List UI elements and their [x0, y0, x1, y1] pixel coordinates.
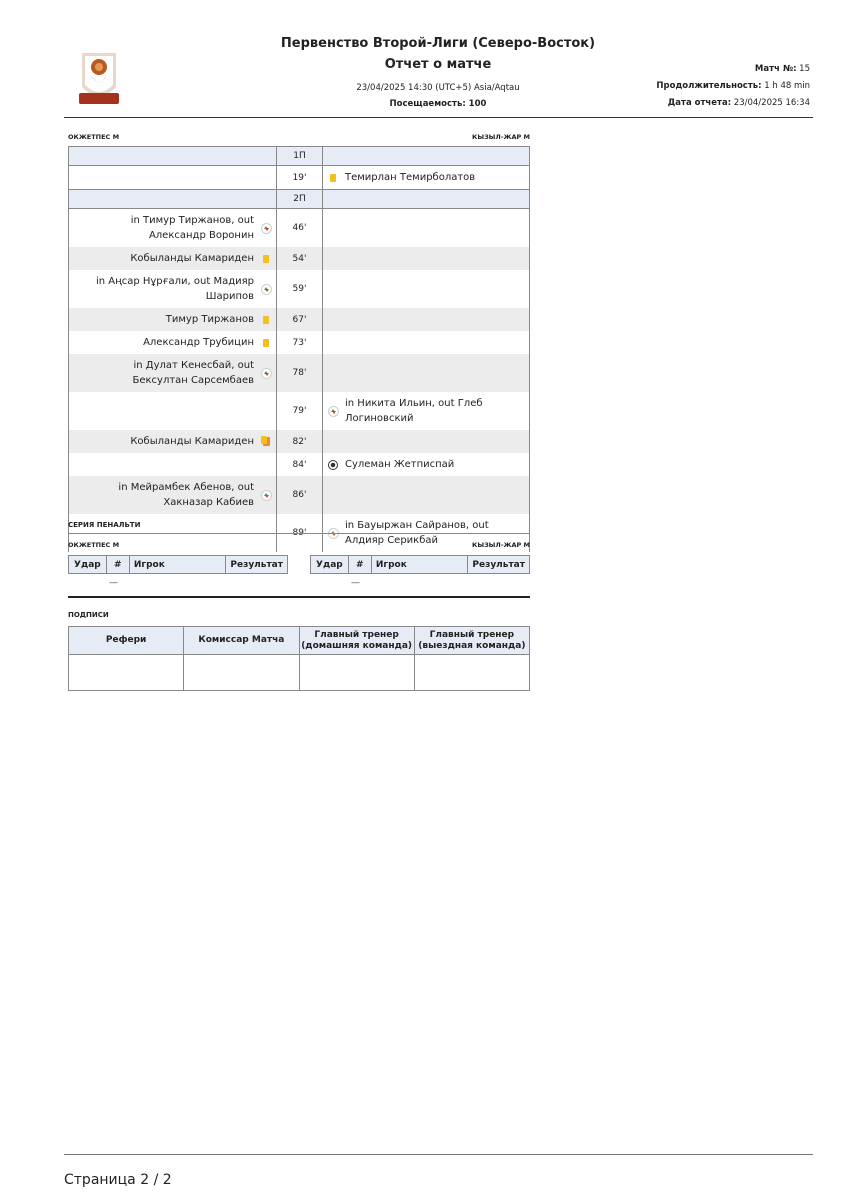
signatures-table: [68, 626, 530, 691]
home-event-text: in Аңсар Нұрғали, out Мадияр Шарипов: [95, 276, 254, 302]
home-event-cell: [69, 392, 277, 430]
event-minute: 54': [277, 247, 323, 270]
sig-away-coach-header: Главный тренер (выездная команда): [414, 627, 529, 655]
away-team-label: КЫЗЫЛ-ЖАР М: [472, 133, 530, 141]
event-row: [69, 354, 530, 392]
league-title: Первенство Второй-Лиги (Северо-Восток): [280, 36, 596, 51]
event-minute: 19': [277, 166, 323, 190]
event-minute: 46': [277, 209, 323, 248]
event-minute: 67': [277, 308, 323, 331]
substitution-icon: [260, 489, 272, 501]
away-event-text: in Никита Ильин, out Глеб Логиновский: [345, 398, 483, 424]
header-divider: [64, 117, 813, 118]
event-minute: 78': [277, 354, 323, 392]
yellow-card-icon: [260, 253, 272, 265]
event-minute: 73': [277, 331, 323, 354]
footer-divider: [64, 1154, 813, 1155]
away-event-cell: [323, 453, 530, 476]
event-minute: 84': [277, 453, 323, 476]
home-event-cell: [69, 308, 277, 331]
sig-referee-box: [69, 655, 184, 691]
events-table: [68, 146, 530, 552]
match-duration: Продолжительность: 1 h 48 min: [656, 81, 810, 91]
event-row: [69, 270, 530, 308]
away-event-text: Сулеман Жетписпай: [345, 459, 455, 470]
penalty-section-title: СЕРИЯ ПЕНАЛЬТИ: [68, 521, 141, 529]
goal-ball-icon: [327, 459, 339, 471]
substitution-icon: [260, 283, 272, 295]
away-event-cell: [323, 476, 530, 514]
home-event-cell: [69, 166, 277, 190]
yellow-card-icon: [260, 337, 272, 349]
penalty-home-label: ОКЖЕТПЕС М: [68, 541, 120, 549]
home-event-text: Александр Трубицин: [143, 337, 254, 348]
sig-commissioner-box: [184, 655, 299, 691]
period-row: [69, 147, 530, 166]
home-event-cell: [69, 331, 277, 354]
substitution-icon: [327, 405, 339, 417]
signatures-title: ПОДПИСИ: [68, 611, 109, 619]
event-row: [69, 453, 530, 476]
league-logo: [76, 49, 122, 105]
match-number: Матч №: 15: [754, 64, 810, 74]
away-event-cell: [323, 209, 530, 248]
sig-commissioner-header: Комиссар Матча: [184, 627, 299, 655]
home-event-text: Кобыланды Камариден: [130, 253, 254, 264]
penalty-home-empty: —: [109, 578, 118, 588]
sig-home-coach-box: [299, 655, 414, 691]
penalty-away-empty: —: [351, 578, 360, 588]
substitution-icon: [260, 222, 272, 234]
home-event-cell: [69, 430, 277, 453]
event-row: [69, 166, 530, 190]
home-event-text: in Дулат Кенесбай, out Бексултан Сарсембаев: [132, 360, 254, 386]
event-minute: 82': [277, 430, 323, 453]
home-event-cell: [69, 453, 277, 476]
col-player: Игрок: [371, 556, 468, 574]
attendance: Посещаемость: 100: [389, 99, 487, 109]
event-row: [69, 392, 530, 430]
away-event-text: Темирлан Темирболатов: [345, 172, 476, 183]
home-event-text: in Тимур Тиржанов, out Александр Воронин: [130, 215, 254, 241]
col-number: #: [106, 556, 129, 574]
event-minute: 79': [277, 392, 323, 430]
col-number: #: [348, 556, 371, 574]
yellow-card-icon: [260, 314, 272, 326]
home-event-cell: [69, 209, 277, 248]
home-event-text: in Мейрамбек Абенов, out Хакназар Кабиев: [118, 482, 254, 508]
match-meta: [656, 61, 810, 112]
report-date: Дата отчета: 23/04/2025 16:34: [667, 98, 810, 108]
away-event-cell: [323, 430, 530, 453]
event-minute: 89': [277, 514, 323, 552]
event-row: [69, 209, 530, 248]
second-yellow-card-icon: [260, 436, 272, 448]
away-event-cell: [323, 331, 530, 354]
event-row: [69, 247, 530, 270]
penalty-table-home: [68, 555, 288, 574]
match-datetime: 23/04/2025 14:30 (UTC+5) Asia/Aqtau: [356, 83, 520, 93]
away-event-text: in Бауыржан Сайранов, out Алдияр Серикбай: [345, 520, 489, 546]
penalty-table-away: [310, 555, 530, 574]
event-row: [69, 430, 530, 453]
period-row: [69, 190, 530, 209]
yellow-card-icon: [327, 172, 339, 184]
away-event-cell: [323, 166, 530, 190]
page-number: Страница 2 / 2: [64, 1172, 172, 1188]
away-event-cell: [323, 392, 530, 430]
home-event-cell: [69, 476, 277, 514]
period-label: 2П: [277, 190, 323, 209]
col-result: Результат: [468, 556, 530, 574]
event-row: [69, 476, 530, 514]
penalty-away-label: КЫЗЫЛ-ЖАР М: [472, 541, 530, 549]
home-event-cell: [69, 247, 277, 270]
event-minute: 86': [277, 476, 323, 514]
away-event-cell: [323, 247, 530, 270]
penalty-team-labels: [68, 541, 530, 549]
home-event-cell: [69, 270, 277, 308]
sig-referee-header: Рефери: [69, 627, 184, 655]
away-event-cell: [323, 308, 530, 331]
report-header: [238, 34, 638, 110]
col-result: Результат: [226, 556, 288, 574]
period-label: 1П: [277, 147, 323, 166]
home-team-label: ОКЖЕТПЕС М: [68, 133, 120, 141]
home-event-text: Тимур Тиржанов: [165, 314, 254, 325]
sig-away-coach-box: [414, 655, 529, 691]
substitution-icon: [260, 367, 272, 379]
penalty-divider: [68, 533, 530, 534]
event-minute: 59': [277, 270, 323, 308]
penalty-bottom-divider: [68, 596, 530, 598]
events-team-labels: [68, 133, 530, 141]
away-event-cell: [323, 354, 530, 392]
home-event-cell: [69, 354, 277, 392]
away-event-cell: [323, 270, 530, 308]
event-row: [69, 331, 530, 354]
sig-home-coach-header: Главный тренер (домашняя команда): [299, 627, 414, 655]
home-event-text: Кобыланды Камариден: [130, 436, 254, 447]
event-row: [69, 308, 530, 331]
col-shot: Удар: [69, 556, 107, 574]
col-shot: Удар: [311, 556, 349, 574]
col-player: Игрок: [129, 556, 226, 574]
report-title: Отчет о матче: [384, 57, 492, 72]
